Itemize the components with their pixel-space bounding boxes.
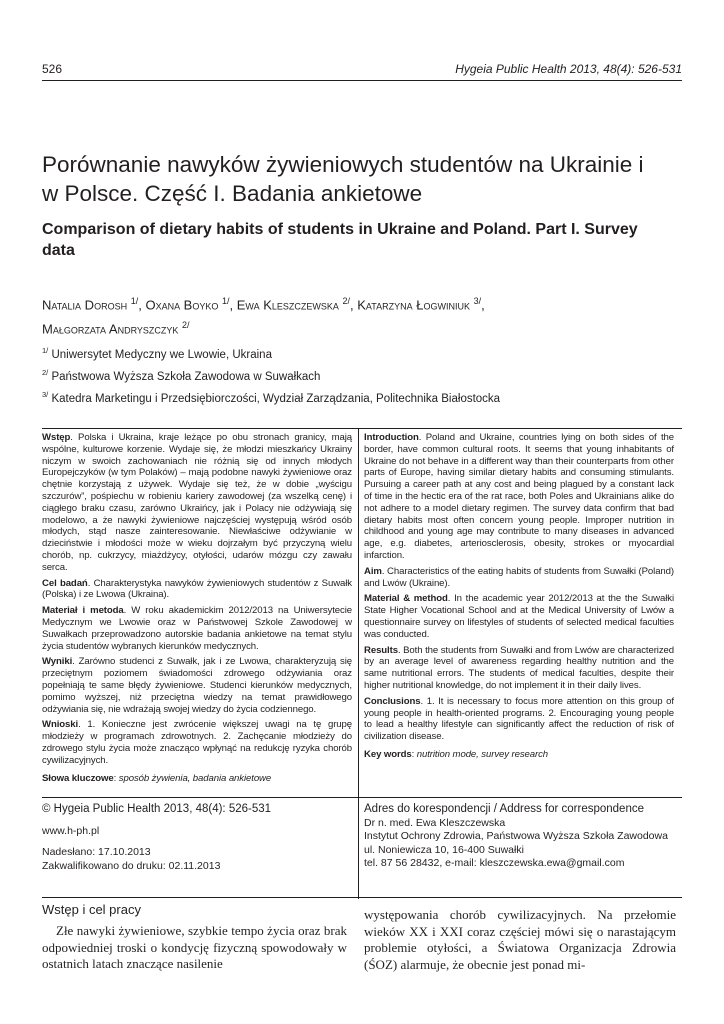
page-number: 526: [42, 62, 63, 76]
abstract-section: Wstęp. Polska i Ukraina, kraje leżące po obu stronach granicy, mają wspólne, kulturowe korzenie. Wydaje się, że młodzi mieszkańcy Ukrainy niczym w swoich zachowaniach nie różnią się od innych młodych Europejczyków (w tym Polaków) – mają podobne nawyki żywieniowe oraz chętnie korzystają z używek. Wydaje się też, że w dobie „wyścigu szczurów”, pośpiechu w robieniu kariery zawodowej (za wszelką cenę) i ciągłego braku czasu, zarówno Ukraińcy, jak i Polacy nie odżywiają się modelowo, a że nawyki żywieniowe najczęściej występują wśród osób młodych, stąd nasze zainteresowanie. Niewłaściwe odżywianie w dzieciństwie i młodości może w wieku dojrzałym być przyczyną wielu chorób, np. cukrzycy, miażdżycy, otyłości, udarów mózgu czy zawału serca.: [42, 432, 352, 573]
abstract-section: Conclusions. 1. It is necessary to focus more attention on this group of young people in health-oriented programs. 2. Encouraging young people to lead a healthy lifestyle can significantly affect the reduction of risk of civilization disease.: [364, 695, 674, 743]
abstract-section: Wnioski. 1. Konieczne jest zwrócenie większej uwagi na tę grupę młodzieży w programach zdrowotnych. 2. Zachęcanie młodzieży do zdrowego stylu życia może znacząco wpłynąć na redukcję ryzyka chorób cywilizacyjnych.: [42, 719, 352, 766]
keywords-polish: Słowa kluczowe: sposób żywienia, badania ankietowe: [42, 772, 272, 784]
affiliation: $^{2/}$ Państwowa Wyższa Szkoła Zawodowa w Suwałkach: [42, 367, 321, 383]
body-column-right: [364, 907, 676, 973]
author-affiliation-mark: 2/: [342, 296, 351, 306]
abstract-section: Aim. Characteristics of the eating habits of students from Suwałki (Poland) and Lwów (Ukraine).: [364, 565, 674, 589]
abstract-section: Materiał i metoda. W roku akademickim 2012/2013 na Uniwersytecie Medycznym we Lwowie oraz w Państwowej Szkole Zawodowej w Suwałkach przeprowadzono autorskie badania ankietowe na temat stylu życia studentów wybranych kierunków medycznych.: [42, 605, 352, 652]
header-divider: [42, 80, 682, 81]
abstract-english: [364, 432, 674, 765]
author-name: Katarzyna Łogwiniuk: [357, 297, 470, 313]
correspondence-line: ul. Noniewicza 10, 16-400 Suwałki: [364, 843, 524, 856]
accepted-date: Zakwalifikowano do druku: 02.11.2013: [42, 859, 221, 872]
affiliation: $^{3/}$ Katedra Marketingu i Przedsiębiorczości, Wydział Zarządzania, Politechnika Białostocka: [42, 389, 501, 405]
title-polish: Porównanie nawyków żywieniowych studentów na Ukrainie i w Polsce. Część I. Badania ankietowe: [42, 152, 644, 206]
correspondence-line[interactable]: tel. 87 56 28432, e-mail: kleszczewska.ewa@gmail.com: [364, 857, 625, 869]
correspondence-line: Instytut Ochrony Zdrowia, Państwowa Wyższa Szkoła Zawodowa: [364, 830, 668, 842]
author-affiliation-mark: 1/: [222, 296, 230, 306]
correspondence-heading: Adres do korespondencji / Address for correspondence: [364, 803, 644, 815]
body-paragraph: występowania chorób cywilizacyjnych. Na przełomie wieków XX i XXI coraz częściej mówi się o narastającym problemie otyłości, a Światowa Organizacja Zdrowia (ŚOZ) alarmuje, że obecnie jest ponad mi-: [364, 907, 676, 972]
author-name: Natalia Dorosh: [42, 297, 128, 313]
affiliation-list: [42, 342, 682, 407]
journal-reference: Hygeia Public Health 2013, 48(4): 526-531: [455, 62, 682, 76]
body-top-divider: [42, 897, 682, 898]
publication-info: [42, 803, 347, 873]
abstract-section: Material & method. In the academic year 2012/2013 at the the Suwałki State Higher Vocational School and at the Medical University of Lwów a questionnaire survey on lifestyles of students of selected medical faculties was conducted.: [364, 593, 674, 640]
abstract-section: Wyniki. Zarówno studenci z Suwałk, jak i ze Lwowa, charakteryzują się przeciętnym poziomem świadomości zdrowego odżywiania oraz popełniają te same błędy żywieniowe. Studenci kierunków medycznych, pomimo wyższej, niż przeciętna wiedzy na temat prawidłowego odżywiania się, nie wdrażają swojej wiedzy do życia codziennego.: [42, 656, 352, 715]
author-affiliation-mark: 3/: [473, 296, 482, 306]
author-affiliation-mark: 1/: [130, 296, 139, 306]
author-name: Oxana Boyko: [145, 297, 219, 313]
abstract-polish: [42, 432, 352, 788]
abstract-section: Introduction. Poland and Ukraine, countries lying on both sides of the border, have common cultural roots. It seems that young inhabitants of Ukraine do not behave in a different way than their counterparts from other parts of Europe, having similar dietary habits and consuming stimulants. Pursuing a career path at any cost and being plagued by a constant lack of time in the hectic era of the rat race, both Poles and Ukrainians alike do not adhere to a model dietary regimen. The survey data confirm that bad dietary habits most often concern young people. Improper nutrition in childhood and young age may contribute to many diseases in advanced age, e.g. diabetes, arteriosclerosis, obesity, strokes or myocardial infarction.: [364, 432, 674, 561]
title-english: Comparison of dietary habits of students in Ukraine and Poland. Part I. Survey data: [42, 221, 638, 259]
section-heading: Wstęp i cel pracy: [42, 902, 141, 917]
keywords-english: Key words: nutrition mode, survey research: [364, 748, 549, 760]
pubinfo-top-divider: [42, 797, 682, 798]
column-divider: [358, 429, 359, 899]
abstract-section: Cel badań. Charakterystyka nawyków żywieniowych studentów z Suwałk (Polska) i ze Lwowa (Ukraina).: [42, 577, 352, 601]
body-paragraph: Złe nawyki żywieniowe, szybkie tempo życia oraz brak odpowiedniej troski o kondycję fizyczną spowodowały w ostatnich latach znaczące nasilenie: [42, 923, 347, 971]
received-date: Nadesłano: 17.10.2013: [42, 846, 151, 858]
copyright-line: © Hygeia Public Health 2013, 48(4): 526-531: [42, 803, 272, 815]
abstract-top-divider: [42, 428, 682, 429]
author-name: Małgorzata Andryszczyk: [42, 321, 179, 337]
author-affiliation-mark: 2/: [182, 320, 190, 331]
website-link[interactable]: www.h-ph.pl: [42, 824, 100, 837]
author-name: Ewa Kleszczewska: [236, 297, 339, 313]
affiliation: $^{1/}$ Uniwersytet Medyczny we Lwowie, Ukraina: [42, 346, 272, 361]
author-list: Natalia Dorosh $^{1/}$, Oxana Boyko $^{1/}$, Ewa Kleszczewska $^{2/}$, Katarzyna Łogwiniuk $^{3/}$, Małgorzata Andryszczyk $^{2/}$: [42, 296, 485, 337]
abstract-section: Results. Both the students from Suwałki and from Lwów are characterized by an average level of awareness regarding healthy nutrition and the same nutritional errors. The students of medical faculties, despite their higher nutritional knowledge, do not implement it in their daily lives.: [364, 644, 674, 691]
body-column-left: [42, 923, 347, 973]
correspondence-block: [364, 803, 679, 871]
correspondence-line: Dr n. med. Ewa Kleszczewska: [364, 816, 506, 829]
